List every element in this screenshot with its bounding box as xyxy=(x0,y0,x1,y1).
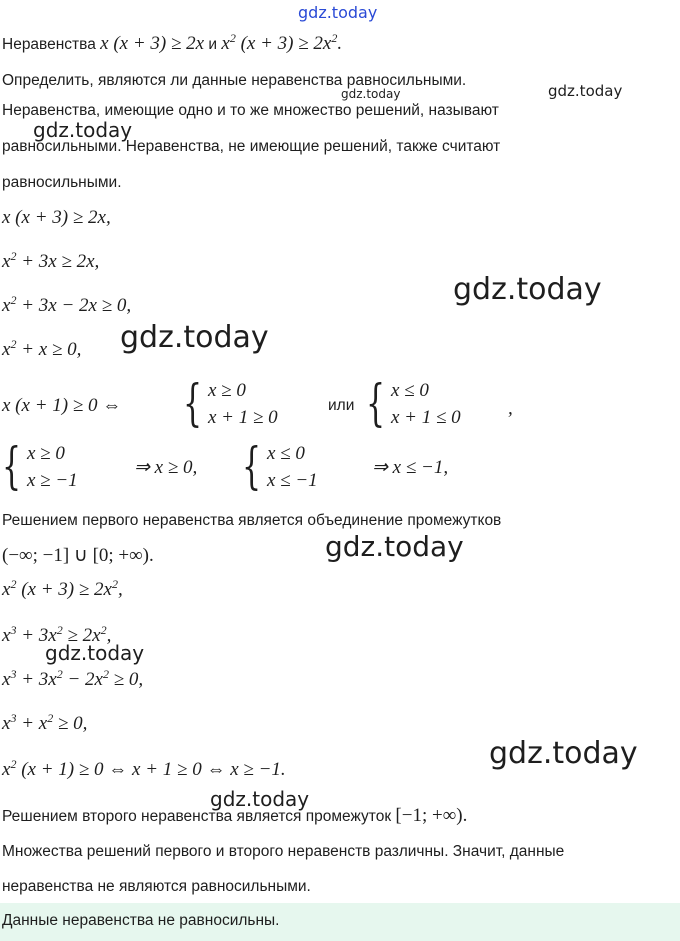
step2-line-3: $x^3 + 3x^2 - 2x^2 \ge 0$, xyxy=(2,667,144,690)
answer-box xyxy=(0,903,680,941)
system1-a-row-1: x ≥ 0 xyxy=(208,380,246,401)
step1-line-4: $x^2 + x \ge 0$, xyxy=(2,337,82,360)
system1-b-row-2: x + 1 ≤ 0 xyxy=(391,407,461,428)
definition-line-3: равносильными. xyxy=(2,174,122,191)
watermark: gdz.today xyxy=(325,530,464,563)
solution2-text: Решением второго неравенства является промежуток xyxy=(2,808,392,825)
solution1-text: Решением первого неравенства является объединение промежутков xyxy=(2,512,502,529)
step1-line-1: x (x + 3) ≥ 2x, xyxy=(2,207,111,228)
watermark: gdz.today xyxy=(120,320,269,355)
system2-a-row-2: x ≥ −1 xyxy=(27,470,78,491)
left-brace-icon: { xyxy=(183,374,203,432)
system1-comma: , xyxy=(508,398,513,419)
answer-text: Данные неравенства не равносильны. xyxy=(2,912,280,929)
solution2-interval: [−1; +∞). xyxy=(395,805,468,826)
task-text: Определить, являются ли данные неравенства равносильными. xyxy=(2,72,467,89)
system2-b-row-1: x ≤ 0 xyxy=(267,443,305,464)
watermark: gdz.today xyxy=(33,118,133,142)
step1-line-3: $x^2 + 3x - 2x \ge 0$, xyxy=(2,293,132,316)
watermark: gdz.today xyxy=(45,641,145,665)
watermark: gdz.today xyxy=(453,272,602,307)
intro-prefix: Неравенства xyxy=(2,36,96,53)
intro-conjunction: и xyxy=(208,36,218,53)
watermark: gdz.today xyxy=(210,787,310,811)
left-brace-icon: { xyxy=(366,374,386,432)
intro-inequality-1: x (x + 3) ≥ 2x xyxy=(100,33,205,54)
conclusion-line-2: неравенства не являются равносильными. xyxy=(2,878,311,895)
solution1-interval: (−∞; −1] ∪ [0; +∞). xyxy=(2,545,154,566)
definition-line-1: Неравенства, имеющие одно и то же множество решений, называют xyxy=(2,102,499,119)
step2-line-5: $x^2$ (x + 1) ≥ 0 ⇔ x + 1 ≥ 0 ⇔ x ≥ −1. xyxy=(2,757,286,780)
system1-a-row-2: x + 1 ≥ 0 xyxy=(208,407,278,428)
watermark: gdz.today xyxy=(489,736,638,771)
definition-line-2: равносильными. Неравенства, не имеющие решений, также считают xyxy=(2,138,501,155)
watermark: gdz.today xyxy=(298,3,378,22)
intro-line xyxy=(2,31,343,55)
system1-b-row-1: x ≤ 0 xyxy=(391,380,429,401)
step2-line-4: $x^3 + x^2 \ge 0$, xyxy=(2,711,88,734)
step2-line-1: $x^2$ $(x + 3) \ge 2x^2$, xyxy=(2,577,123,600)
left-brace-icon: { xyxy=(242,437,262,495)
system2-a-result: ⇒ x ≥ 0, xyxy=(134,457,198,478)
system1-lead: x (x + 1) ≥ 0 ⇔ xyxy=(2,395,122,416)
step1-line-2: $x^2 + 3x \ge 2x$, xyxy=(2,249,100,272)
watermark: gdz.today xyxy=(341,87,401,101)
intro-inequality-2: $x^2$ $(x + 3) \ge 2x^2$. xyxy=(221,31,343,54)
conclusion-line-1: Множества решений первого и второго неравенств различны. Значит, данные xyxy=(2,843,565,860)
system2-a-row-1: x ≥ 0 xyxy=(27,443,65,464)
watermark: gdz.today xyxy=(548,82,623,100)
step2-line-2: $x^3 + 3x^2 \ge 2x^2$, xyxy=(2,623,112,646)
left-brace-icon: { xyxy=(2,437,22,495)
system2-b-result: ⇒ x ≤ −1, xyxy=(372,457,449,478)
system1-or: или xyxy=(328,397,355,414)
system2-b-row-2: x ≤ −1 xyxy=(267,470,318,491)
